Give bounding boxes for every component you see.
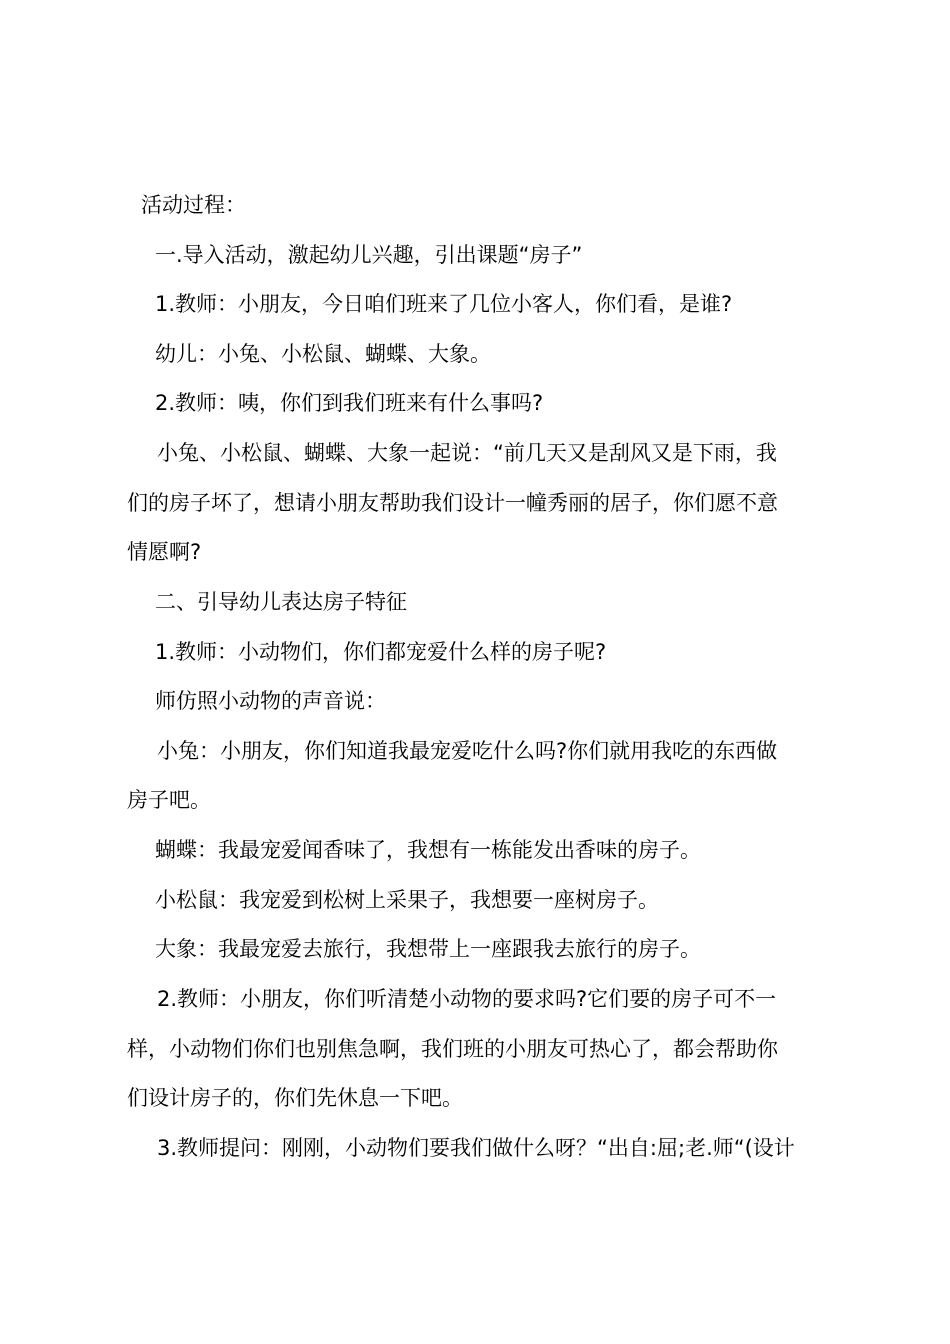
text-line: 们设计房子的，你们先休息一下吧。: [127, 1086, 463, 1110]
text-line: 3.教师提问：刚刚，小动物们要我们做什么呀？“出自:屈;老.师“(设计: [157, 1136, 795, 1160]
text-line: 一.导入活动，激起幼儿兴趣，引出课题“房子”: [155, 243, 583, 267]
text-line: 幼儿：小兔、小松鼠、蝴蝶、大象。: [155, 342, 491, 366]
text-line: 蝴蝶：我最宠爱闻香味了，我想有一栋能发出香味的房子。: [155, 838, 701, 862]
text-line: 二、引导幼儿表达房子特征: [155, 590, 407, 614]
text-line: 1.教师：小朋友，今日咱们班来了几位小客人，你们看，是谁?: [155, 292, 733, 316]
text-line: 小兔：小朋友，你们知道我最宠爱吃什么吗?你们就用我吃的东西做: [157, 739, 778, 763]
text-line: 1.教师：小动物们，你们都宠爱什么样的房子呢?: [155, 640, 607, 664]
text-line: 活动过程：: [141, 193, 246, 217]
text-line: 情愿啊?: [127, 540, 202, 564]
text-line: 2.教师：咦，你们到我们班来有什么事吗?: [155, 391, 544, 415]
text-line: 2.教师：小朋友，你们听清楚小动物的要求吗?它们要的房子可不一: [157, 987, 777, 1011]
text-line: 小兔、小松鼠、蝴蝶、大象一起说：“前几天又是刮风又是下雨，我: [157, 441, 777, 465]
text-line: 房子吧。: [127, 788, 211, 812]
text-line: 们的房子坏了，想请小朋友帮助我们设计一幢秀丽的居子，你们愿不意: [127, 491, 778, 515]
text-line: 小松鼠：我宠爱到松树上采果子，我想要一座树房子。: [155, 888, 659, 912]
text-line: 大象：我最宠爱去旅行，我想带上一座跟我去旅行的房子。: [155, 937, 701, 961]
text-line: 师仿照小动物的声音说：: [155, 689, 386, 713]
text-line: 样，小动物们你们也别焦急啊，我们班的小朋友可热心了，都会帮助你: [127, 1037, 778, 1061]
